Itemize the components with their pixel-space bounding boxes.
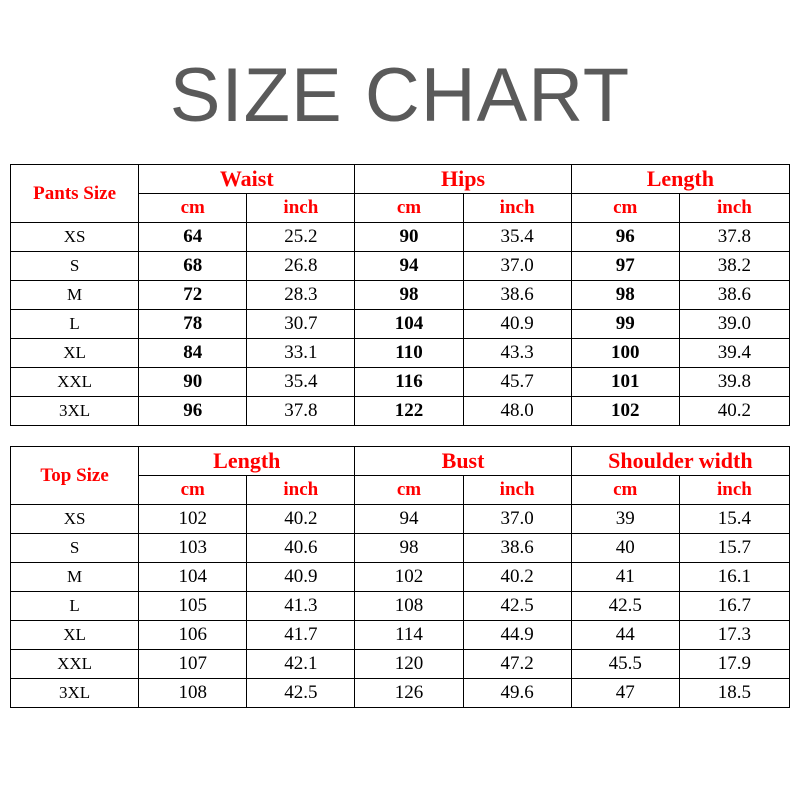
tables-spacer — [0, 426, 800, 446]
pants-cell: 45.7 — [463, 368, 571, 397]
pants-cell: 25.2 — [247, 223, 355, 252]
pants-cell: 97 — [571, 252, 679, 281]
pants-cell: 98 — [355, 281, 463, 310]
pants-unit-hips-cm: cm — [355, 194, 463, 223]
top-cell: 103 — [139, 534, 247, 563]
pants-cell: 96 — [139, 397, 247, 426]
table-row — [11, 281, 790, 310]
pants-group-hips: Hips — [355, 165, 571, 194]
top-size-header: Top Size — [11, 447, 139, 505]
title-spacer — [0, 134, 800, 164]
table-row — [11, 650, 790, 679]
top-unit-shoulder-inch: inch — [679, 476, 789, 505]
table-row — [11, 592, 790, 621]
top-cell: 40.9 — [247, 563, 355, 592]
top-cell: 40.6 — [247, 534, 355, 563]
top-cell: 38.6 — [463, 534, 571, 563]
pants-cell: 40.2 — [679, 397, 789, 426]
pants-cell: 122 — [355, 397, 463, 426]
top-cell: 42.5 — [247, 679, 355, 708]
top-cell: 39 — [571, 505, 679, 534]
page-title: SIZE CHART — [169, 53, 631, 138]
top-cell: 18.5 — [679, 679, 789, 708]
table-row — [11, 368, 790, 397]
top-cell: 102 — [355, 563, 463, 592]
top-cell: 15.7 — [679, 534, 789, 563]
top-cell: 15.4 — [679, 505, 789, 534]
top-cell: 44.9 — [463, 621, 571, 650]
pants-cell: 100 — [571, 339, 679, 368]
pants-cell: 64 — [139, 223, 247, 252]
pants-cell: 39.0 — [679, 310, 789, 339]
table-row — [11, 563, 790, 592]
top-cell: 40 — [571, 534, 679, 563]
top-cell: 108 — [355, 592, 463, 621]
top-size-label: XS — [11, 505, 139, 534]
top-cell: 42.5 — [571, 592, 679, 621]
top-cell: 49.6 — [463, 679, 571, 708]
pants-cell: 28.3 — [247, 281, 355, 310]
top-cell: 42.1 — [247, 650, 355, 679]
pants-cell: 101 — [571, 368, 679, 397]
pants-cell: 40.9 — [463, 310, 571, 339]
pants-cell: 68 — [139, 252, 247, 281]
pants-size-header: Pants Size — [11, 165, 139, 223]
pants-unit-length-inch: inch — [679, 194, 789, 223]
top-cell: 16.7 — [679, 592, 789, 621]
pants-cell: 43.3 — [463, 339, 571, 368]
pants-cell: 72 — [139, 281, 247, 310]
table-header-row — [11, 447, 790, 476]
pants-unit-hips-inch: inch — [463, 194, 571, 223]
pants-size-table — [10, 164, 790, 426]
pants-size-label: M — [11, 281, 139, 310]
table-row — [11, 223, 790, 252]
pants-cell: 33.1 — [247, 339, 355, 368]
top-cell: 41 — [571, 563, 679, 592]
top-cell: 107 — [139, 650, 247, 679]
top-group-shoulder-width: Shoulder width — [571, 447, 789, 476]
pants-cell: 94 — [355, 252, 463, 281]
pants-cell: 84 — [139, 339, 247, 368]
pants-cell: 48.0 — [463, 397, 571, 426]
top-cell: 41.7 — [247, 621, 355, 650]
top-cell: 42.5 — [463, 592, 571, 621]
top-cell: 106 — [139, 621, 247, 650]
top-cell: 108 — [139, 679, 247, 708]
pants-cell: 39.8 — [679, 368, 789, 397]
top-cell: 98 — [355, 534, 463, 563]
top-unit-length-cm: cm — [139, 476, 247, 505]
pants-cell: 38.6 — [463, 281, 571, 310]
top-cell: 120 — [355, 650, 463, 679]
pants-cell: 99 — [571, 310, 679, 339]
pants-cell: 78 — [139, 310, 247, 339]
top-cell: 17.9 — [679, 650, 789, 679]
top-size-label: L — [11, 592, 139, 621]
pants-cell: 38.6 — [679, 281, 789, 310]
pants-cell: 35.4 — [463, 223, 571, 252]
pants-cell: 98 — [571, 281, 679, 310]
pants-cell: 35.4 — [247, 368, 355, 397]
pants-cell: 37.0 — [463, 252, 571, 281]
top-group-bust: Bust — [355, 447, 571, 476]
pants-cell: 39.4 — [679, 339, 789, 368]
top-cell: 44 — [571, 621, 679, 650]
pants-size-label: XS — [11, 223, 139, 252]
table-row — [11, 534, 790, 563]
table-row — [11, 505, 790, 534]
top-cell: 45.5 — [571, 650, 679, 679]
top-size-table — [10, 446, 790, 708]
top-cell: 17.3 — [679, 621, 789, 650]
top-size-label: 3XL — [11, 679, 139, 708]
pants-cell: 37.8 — [247, 397, 355, 426]
top-cell: 41.3 — [247, 592, 355, 621]
table-row — [11, 310, 790, 339]
pants-cell: 110 — [355, 339, 463, 368]
pants-group-waist: Waist — [139, 165, 355, 194]
top-size-label: XXL — [11, 650, 139, 679]
pants-cell: 96 — [571, 223, 679, 252]
top-unit-length-inch: inch — [247, 476, 355, 505]
top-unit-bust-cm: cm — [355, 476, 463, 505]
pants-cell: 104 — [355, 310, 463, 339]
table-row — [11, 397, 790, 426]
table-row — [11, 679, 790, 708]
top-size-label: M — [11, 563, 139, 592]
top-cell: 40.2 — [247, 505, 355, 534]
top-cell: 40.2 — [463, 563, 571, 592]
table-row — [11, 339, 790, 368]
pants-cell: 116 — [355, 368, 463, 397]
top-cell: 94 — [355, 505, 463, 534]
top-size-label: S — [11, 534, 139, 563]
top-cell: 47.2 — [463, 650, 571, 679]
top-unit-bust-inch: inch — [463, 476, 571, 505]
pants-unit-waist-cm: cm — [139, 194, 247, 223]
pants-cell: 30.7 — [247, 310, 355, 339]
top-unit-shoulder-cm: cm — [571, 476, 679, 505]
pants-size-label: 3XL — [11, 397, 139, 426]
pants-cell: 102 — [571, 397, 679, 426]
pants-cell: 38.2 — [679, 252, 789, 281]
top-cell: 47 — [571, 679, 679, 708]
top-group-length: Length — [139, 447, 355, 476]
table-header-row — [11, 165, 790, 194]
table-row — [11, 621, 790, 650]
pants-size-label: XL — [11, 339, 139, 368]
pants-unit-length-cm: cm — [571, 194, 679, 223]
top-table-container — [10, 446, 790, 708]
pants-size-label: XXL — [11, 368, 139, 397]
pants-cell: 37.8 — [679, 223, 789, 252]
pants-cell: 90 — [355, 223, 463, 252]
pants-unit-waist-inch: inch — [247, 194, 355, 223]
top-cell: 37.0 — [463, 505, 571, 534]
top-size-label: XL — [11, 621, 139, 650]
top-cell: 114 — [355, 621, 463, 650]
pants-cell: 90 — [139, 368, 247, 397]
pants-size-label: L — [11, 310, 139, 339]
top-cell: 104 — [139, 563, 247, 592]
pants-size-label: S — [11, 252, 139, 281]
table-row — [11, 252, 790, 281]
top-cell: 16.1 — [679, 563, 789, 592]
pants-cell: 26.8 — [247, 252, 355, 281]
top-cell: 105 — [139, 592, 247, 621]
top-cell: 102 — [139, 505, 247, 534]
top-cell: 126 — [355, 679, 463, 708]
pants-table-container — [10, 164, 790, 426]
pants-group-length: Length — [571, 165, 789, 194]
